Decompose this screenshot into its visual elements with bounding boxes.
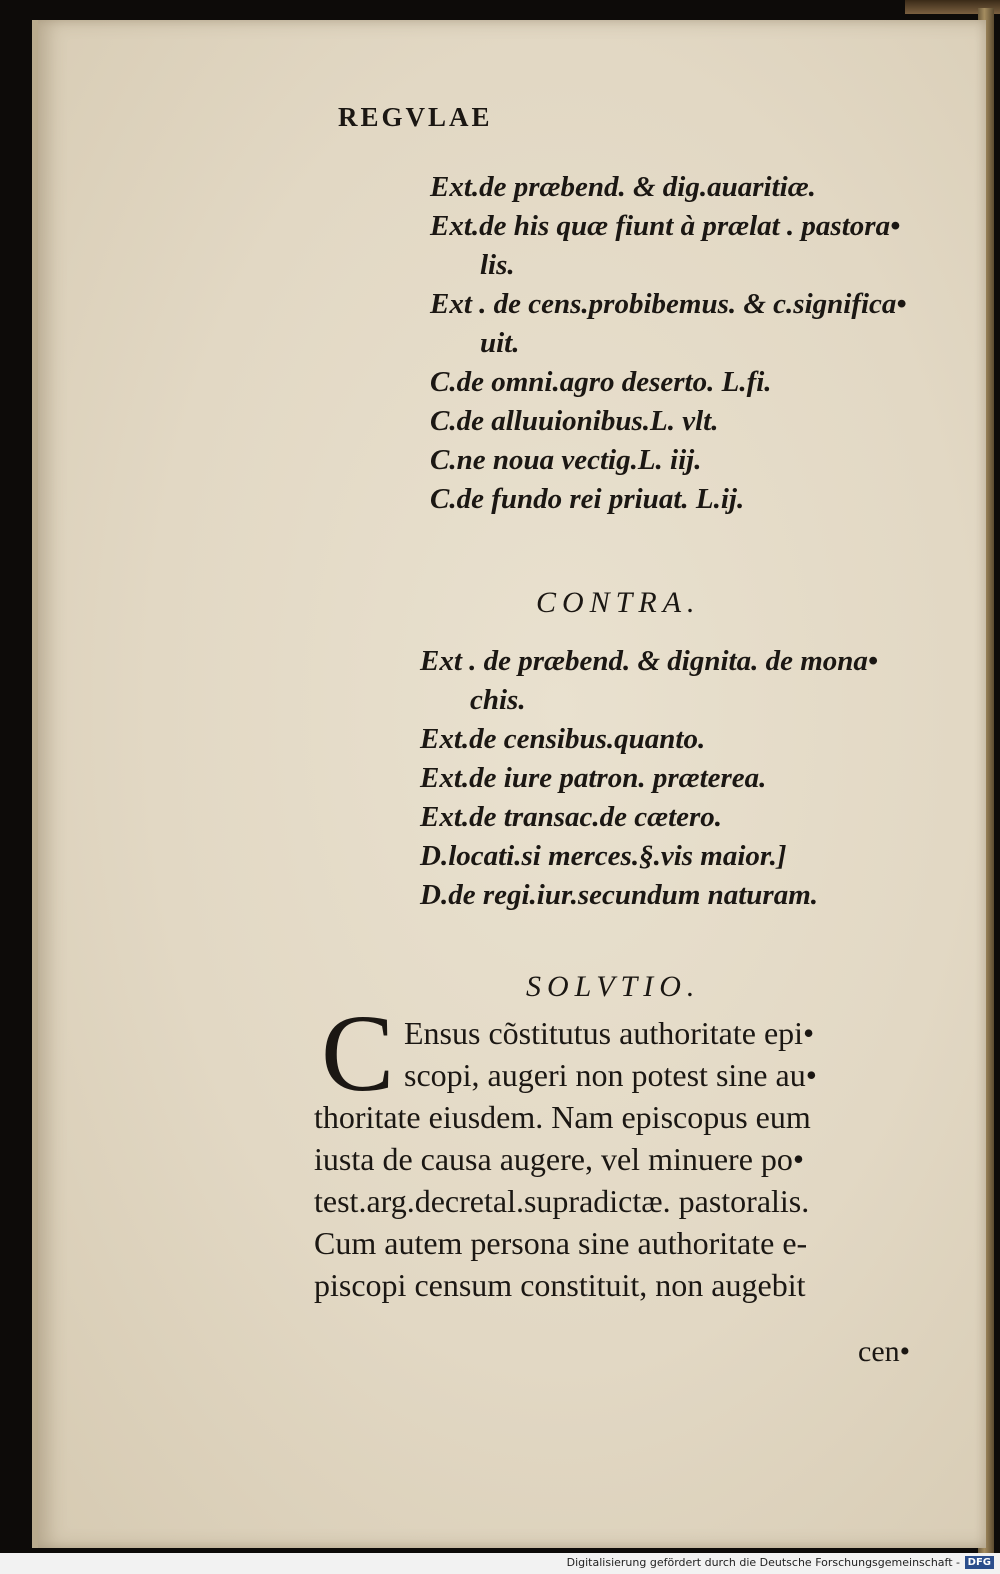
body-line: Ensus cõstitutus authoritate epi•	[404, 1015, 815, 1051]
drop-cap: C	[321, 992, 395, 1114]
dfg-logo-icon: DFG	[965, 1556, 994, 1569]
citations-top	[430, 168, 907, 519]
running-header: REGVLAE	[338, 102, 493, 132]
citation-text: C.de alluuionibus.L. vlt.	[430, 405, 719, 437]
body-line: thoritate eiusdem. Nam episcopus eum	[314, 1099, 811, 1135]
body-line: piscopi censum constituit, non augebit	[314, 1267, 806, 1303]
citation-text: Ext.de censibus.quanto.	[420, 723, 706, 755]
citation-text: Ext . de præbend. & dignita. de mona•	[420, 645, 879, 677]
body-line: test.arg.decretal.supradictæ. pastoralis.	[314, 1183, 810, 1219]
citation-text: C.de fundo rei priuat. L.ij.	[430, 483, 745, 515]
citation-text: Ext.de præbend. & dig.auaritiæ.	[430, 171, 816, 203]
citation-line	[420, 642, 878, 720]
citation-line	[430, 168, 907, 207]
citation-continuation: lis.	[480, 249, 515, 281]
citation-line	[430, 441, 907, 480]
citation-line	[430, 480, 907, 519]
citation-line	[420, 798, 878, 837]
citation-text: C.de omni.agro deserto. L.fi.	[430, 366, 772, 398]
citation-text: Ext.de transac.de cætero.	[420, 801, 723, 833]
citation-line	[420, 876, 878, 915]
citation-text: C.ne noua vectig.L. iij.	[430, 444, 702, 476]
citation-line	[430, 363, 907, 402]
citation-line	[430, 402, 907, 441]
citation-text: D.locati.si merces.§.vis maior.]	[420, 840, 787, 872]
citation-text: Ext.de his quæ fiunt à prælat . pastora•	[430, 210, 901, 242]
citation-line	[420, 720, 878, 759]
citation-continuation: uit.	[480, 327, 520, 359]
citation-line	[430, 285, 907, 363]
body-line: iusta de causa augere, vel minuere po•	[314, 1141, 805, 1177]
catchword: cen•	[858, 1335, 911, 1368]
body-line: scopi, augeri non potest sine au•	[404, 1057, 817, 1093]
citation-line	[420, 759, 878, 798]
book-page	[32, 20, 986, 1548]
solutio-heading: SOLVTIO.	[526, 970, 701, 1003]
citation-line	[420, 837, 878, 876]
citation-continuation: chis.	[470, 684, 526, 716]
citation-line	[430, 207, 907, 285]
solutio-body	[314, 1012, 934, 1306]
citation-text: Ext . de cens.probibemus. & c.significa•	[430, 288, 907, 320]
footer-credit: Digitalisierung gefördert durch die Deutsche Forschungsgemeinschaft -	[566, 1556, 960, 1569]
citations-contra	[420, 642, 878, 915]
citation-text: Ext.de iure patron. præterea.	[420, 762, 767, 794]
body-line: Cum autem persona sine authoritate e-	[314, 1225, 808, 1261]
footer-bar	[0, 1553, 1000, 1574]
contra-heading: CONTRA.	[536, 586, 701, 619]
citation-text: D.de regi.iur.secundum naturam.	[420, 879, 819, 911]
